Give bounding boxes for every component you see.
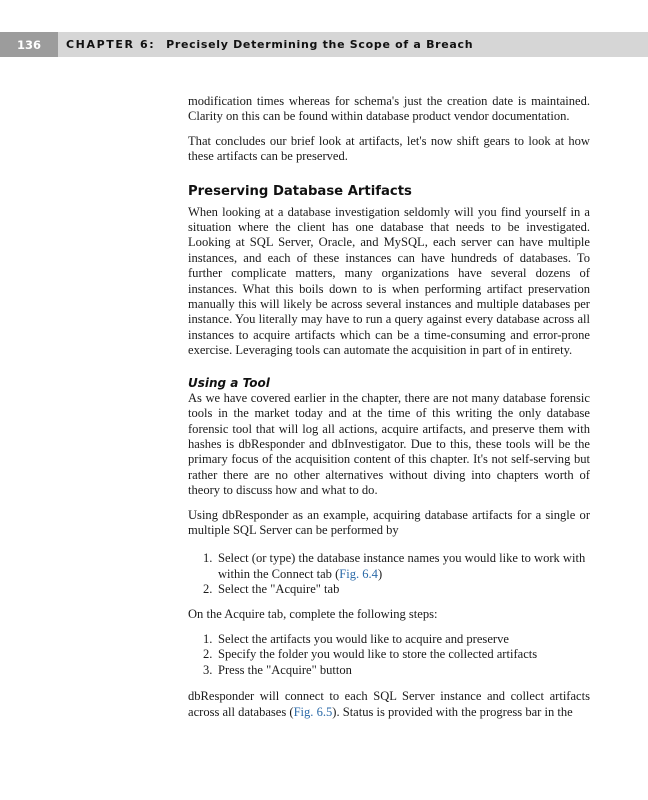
page-number: 136 bbox=[0, 32, 58, 57]
chapter-label: CHAPTER 6: bbox=[66, 38, 156, 51]
list-number: 3. bbox=[203, 662, 213, 677]
chapter-title: Precisely Determining the Scope of a Breach bbox=[166, 38, 474, 51]
paragraph: dbResponder will connect to each SQL Server instance and collect artifacts across all databases (Fig. 6.5). Status is provided with the progress bar in the bbox=[188, 689, 590, 719]
running-head-text bbox=[66, 32, 473, 57]
subsection-heading: Using a Tool bbox=[188, 375, 270, 390]
paragraph: On the Acquire tab, complete the following steps: bbox=[188, 606, 438, 621]
numbered-list bbox=[188, 551, 590, 597]
list-number: 2. bbox=[203, 647, 213, 662]
paragraph: modification times whereas for schema's just the creation date is maintained. Clarity on this can be found within database product vendor documentation. bbox=[188, 94, 590, 124]
list-number: 1. bbox=[203, 631, 213, 646]
list-number: 1. bbox=[203, 551, 213, 566]
list-item: 2. Select the "Acquire" tab bbox=[203, 582, 340, 597]
figure-reference-link[interactable]: Fig. 6.5 bbox=[293, 704, 333, 719]
paragraph: As we have covered earlier in the chapter, there are not many database forensic tools in the market today and at the time of this writing the only database forensic tool that will log all actions, acquire artifacts, and preserve them with hashes is dbResponder and dbInvestigator. Due to this, these tools will be the primary focus of the acquisition content of this chapter. It's not self-serving but rather there are no other alternatives without diving into chapters worth of theory to discuss how and what to do. bbox=[188, 390, 590, 498]
figure-reference-link[interactable]: Fig. 6.4 bbox=[339, 566, 378, 581]
list-item: 1. Select (or type) the database instance names you would like to work with within the Connect tab (Fig. 6.4) bbox=[203, 551, 586, 581]
running-header bbox=[0, 32, 648, 57]
list-number: 2. bbox=[203, 582, 213, 597]
list-item: 1. Select the artifacts you would like to acquire and preserve bbox=[203, 631, 509, 646]
paragraph: When looking at a database investigation seldomly will you find yourself in a situation where the client has one database that needs to be investigated. Looking at SQL Server, Oracle, and MySQL, each server can have multiple instances, and each of these instances can have hundreds of databases. To further complicate matters, many organizations have several dozens of instances. What this boils down to is when performing artifact preservation manually this will likely be across several instances and multiple databases per instance. You literally may have to run a query against every database across all instances to acquire artifacts which can be a time-consuming and error-prone exercise. Leveraging tools can automate the acquisition in part of in entirety. bbox=[188, 204, 590, 358]
paragraph: That concludes our brief look at artifacts, let's now shift gears to look at how these artifacts can be preserved. bbox=[188, 133, 590, 164]
numbered-list bbox=[188, 632, 590, 678]
section-heading: Preserving Database Artifacts bbox=[188, 183, 412, 199]
list-item: 2. Specify the folder you would like to store the collected artifacts bbox=[203, 647, 538, 662]
paragraph: Using dbResponder as an example, acquiring database artifacts for a single or multiple SQL Server can be performed by bbox=[188, 507, 590, 537]
page-body bbox=[188, 94, 590, 720]
list-item: 3. Press the "Acquire" button bbox=[203, 662, 352, 677]
